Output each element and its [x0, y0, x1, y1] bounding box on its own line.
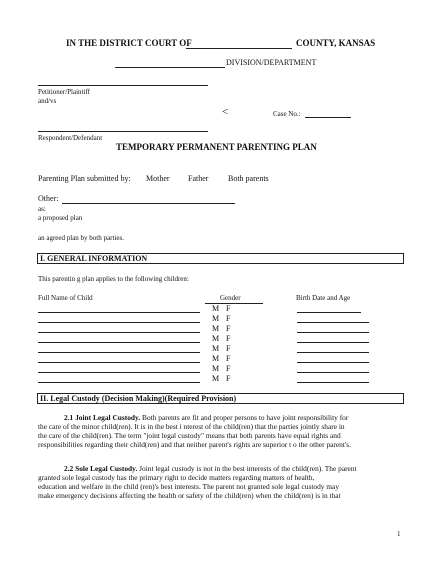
child-name-field[interactable]: [38, 362, 200, 363]
child-name-field[interactable]: [38, 382, 200, 383]
arrow-symbol: <: [222, 106, 229, 118]
birth-date-field[interactable]: [297, 352, 369, 353]
petitioner-blank[interactable]: [38, 85, 208, 86]
option-agreed[interactable]: an agreed plan by both parties.: [38, 234, 124, 242]
sole-custody-line1: Joint legal custody is not in the best interests of the child(ren). The parent: [137, 464, 357, 473]
respondent-blank[interactable]: [38, 131, 208, 132]
child-name-field[interactable]: [38, 352, 200, 353]
other-label: Other:: [38, 194, 59, 203]
gender-option-m[interactable]: M: [212, 364, 220, 373]
option-father[interactable]: Father: [188, 174, 209, 183]
child-name-field[interactable]: [38, 312, 200, 313]
child-name-field[interactable]: [38, 322, 200, 323]
joint-custody-line2: the care of the minor child(ren). It is in the best i nterest of the child(ren) that the parties jointly share in: [38, 422, 345, 431]
option-both-parents[interactable]: Both parents: [228, 174, 269, 183]
sole-custody-line3: education and welfare in the child (ren)'s best interests. The parent not granted sole legal custody may: [38, 482, 340, 491]
birth-date-field[interactable]: [297, 312, 361, 313]
document-title: TEMPORARY PERMANENT PARENTING PLAN: [116, 142, 317, 152]
child-name-field[interactable]: [38, 342, 200, 343]
gender-option-m[interactable]: M: [212, 334, 220, 343]
and-vs-label: and/vs: [38, 97, 57, 105]
section2-heading: II. Legal Custody (Decision Making)(Required Provision): [37, 393, 404, 404]
gender-option-m[interactable]: M: [212, 304, 220, 313]
other-blank[interactable]: [62, 203, 235, 204]
gender-option-m[interactable]: M: [212, 354, 220, 363]
paragraph-sole-legal-custody: [38, 464, 400, 500]
submitted-label: Parenting Plan submitted by:: [38, 174, 131, 183]
birth-date-field[interactable]: [297, 342, 369, 343]
gender-option-f[interactable]: F: [226, 324, 231, 333]
division-blank[interactable]: [115, 67, 225, 68]
paragraph-joint-legal-custody: [38, 413, 400, 449]
joint-custody-line4: responsibilities regarding their child(ren) and that neither parent's rights are superior t o the other parent's.: [38, 440, 351, 449]
case-no-blank[interactable]: [305, 117, 351, 118]
gender-option-m[interactable]: M: [212, 374, 220, 383]
birth-date-field[interactable]: [297, 362, 369, 363]
respondent-label: Respondent/Defendant: [38, 134, 103, 142]
as-label: as:: [38, 205, 46, 213]
option-proposed[interactable]: a proposed plan: [38, 214, 83, 222]
gender-option-f[interactable]: F: [226, 304, 231, 313]
gender-option-f[interactable]: F: [226, 364, 231, 373]
gender-option-f[interactable]: F: [226, 344, 231, 353]
gender-option-m[interactable]: M: [212, 314, 220, 323]
gender-option-m[interactable]: M: [212, 324, 220, 333]
children-intro: This parentin g plan applies to the following children:: [38, 275, 189, 283]
birth-date-field[interactable]: [297, 332, 369, 333]
county-blank[interactable]: [186, 48, 292, 49]
gender-option-f[interactable]: F: [226, 374, 231, 383]
col-birth-header: Birth Date and Age: [296, 294, 351, 302]
col-gender-header: Gender: [220, 294, 241, 302]
petitioner-label: Petitioner/Plaintiff: [38, 88, 90, 96]
col-name-header: Full Name of Child: [38, 294, 93, 302]
option-mother[interactable]: Mother: [146, 174, 170, 183]
division-label: DIVISION/DEPARTMENT: [226, 58, 317, 67]
child-name-field[interactable]: [38, 372, 200, 373]
birth-date-field[interactable]: [297, 322, 369, 323]
sole-custody-line4: make emergency decisions affecting the health or safety of the child(ren) when the child(ren) is in that: [38, 491, 341, 500]
sole-custody-title: 2.2 Sole Legal Custody.: [64, 464, 138, 473]
section1-heading: I. GENERAL INFORMATION: [37, 253, 404, 264]
court-suffix: COUNTY, KANSAS: [296, 38, 376, 48]
gender-option-m[interactable]: M: [212, 344, 220, 353]
gender-option-f[interactable]: F: [226, 314, 231, 323]
birth-date-field[interactable]: [297, 372, 369, 373]
gender-option-f[interactable]: F: [226, 334, 231, 343]
joint-custody-title: 2.1 Joint Legal Custody.: [64, 413, 141, 422]
joint-custody-line1: Both parents are fit and proper persons to have joint responsibility for: [140, 413, 349, 422]
joint-custody-line3: the care of the child(ren). The term "joint legal custody" means that both parents have equal rights and: [38, 431, 341, 440]
gender-option-f[interactable]: F: [226, 354, 231, 363]
sole-custody-line2: granted sole legal custody has the primary right to decide matters regarding matters of health,: [38, 473, 315, 482]
page-number: 1: [397, 530, 401, 538]
case-no-label: Case No.:: [273, 110, 301, 118]
child-name-field[interactable]: [38, 332, 200, 333]
court-prefix: IN THE DISTRICT COURT OF: [66, 38, 192, 48]
birth-date-field[interactable]: [297, 382, 369, 383]
